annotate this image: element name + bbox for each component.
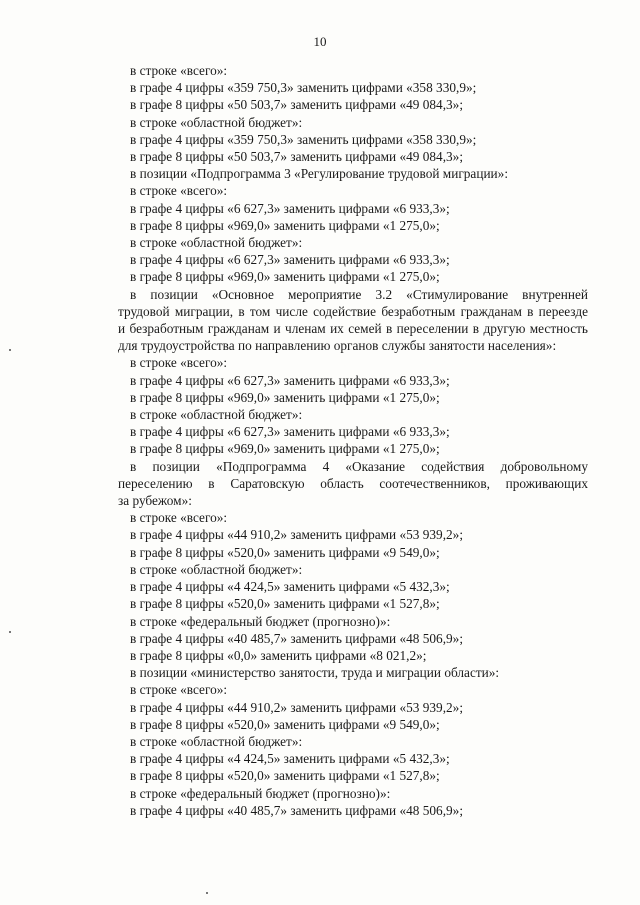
document-line: в строке «всего»:	[130, 183, 228, 199]
scan-speck	[9, 349, 11, 351]
document-line: за рубежом»:	[118, 493, 192, 509]
document-line: в позиции «Подпрограмма 3 «Регулирование трудовой миграции»:	[130, 166, 509, 182]
document-line: в графе 4 цифры «40 485,7» заменить цифрами «48 506,9»;	[130, 802, 464, 818]
document-line: для трудоустройства по направлению органов службы занятости населения»:	[118, 338, 557, 354]
document-body	[118, 62, 588, 819]
document-line: в строке «областной бюджет»:	[130, 407, 303, 423]
document-line: в графе 4 цифры «6 627,3» заменить цифрами «6 933,3»;	[130, 200, 450, 216]
document-line: в строке «федеральный бюджет (прогнозно)»:	[130, 613, 391, 629]
scan-speck	[9, 631, 11, 633]
document-line: в графе 4 цифры «44 910,2» заменить цифрами «53 939,2»;	[130, 699, 464, 715]
document-line: в графе 4 цифры «359 750,3» заменить цифрами «358 330,9»;	[130, 131, 477, 147]
document-line: в графе 8 цифры «520,0» заменить цифрами «1 527,8»;	[130, 768, 440, 784]
document-line: в строке «областной бюджет»:	[130, 733, 303, 749]
document-line: в графе 4 цифры «4 424,5» заменить цифрами «5 432,3»;	[130, 579, 450, 595]
document-line: в строке «федеральный бюджет (прогнозно)»:	[130, 785, 391, 801]
document-line: в графе 4 цифры «359 750,3» заменить цифрами «358 330,9»;	[130, 80, 477, 96]
document-line: в позиции «Основное мероприятие 3.2 «Стимулирование внутренней	[130, 286, 588, 302]
document-line: в графе 4 цифры «6 627,3» заменить цифрами «6 933,3»;	[130, 252, 450, 268]
document-line: в строке «всего»:	[130, 63, 228, 78]
page-number: 10	[313, 34, 327, 49]
document-line: и безработным гражданам и членам их семей в переселении в другую местность	[118, 321, 588, 337]
document-line: в строке «всего»:	[130, 682, 228, 698]
document-line: переселению в Саратовскую область соотечественников, проживающих	[118, 475, 588, 491]
document-line: в графе 8 цифры «969,0» заменить цифрами «1 275,0»;	[130, 269, 440, 285]
document-line: в графе 8 цифры «50 503,7» заменить цифрами «49 084,3»;	[130, 97, 464, 113]
document-line: в графе 8 цифры «969,0» заменить цифрами «1 275,0»;	[130, 389, 440, 405]
document-line: в графе 4 цифры «4 424,5» заменить цифрами «5 432,3»;	[130, 751, 450, 767]
document-line: в графе 4 цифры «6 627,3» заменить цифрами «6 933,3»;	[130, 372, 450, 388]
document-line: в графе 4 цифры «6 627,3» заменить цифрами «6 933,3»;	[130, 424, 450, 440]
document-line: трудовой миграции, в том числе содействие безработным гражданам в переезде	[118, 303, 588, 319]
document-line: в строке «всего»:	[130, 510, 228, 526]
document-line: в строке «областной бюджет»:	[130, 235, 303, 251]
document-line: в графе 8 цифры «520,0» заменить цифрами «9 549,0»;	[130, 716, 440, 732]
document-line: в графе 8 цифры «0,0» заменить цифрами «8 021,2»;	[130, 647, 427, 663]
document-line: в строке «всего»:	[130, 355, 228, 371]
document-line: в графе 8 цифры «520,0» заменить цифрами «1 527,8»;	[130, 596, 440, 612]
scan-speck	[206, 892, 208, 894]
document-line: в графе 8 цифры «969,0» заменить цифрами «1 275,0»;	[130, 217, 440, 233]
document-line: в строке «областной бюджет»:	[130, 114, 303, 130]
document-line: в графе 8 цифры «50 503,7» заменить цифрами «49 084,3»;	[130, 149, 464, 165]
document-line: в графе 4 цифры «40 485,7» заменить цифрами «48 506,9»;	[130, 630, 464, 646]
document-line: в позиции «министерство занятости, труда и миграции области»:	[130, 665, 500, 681]
document-line: в графе 8 цифры «520,0» заменить цифрами «9 549,0»;	[130, 544, 440, 560]
document-line: в строке «областной бюджет»:	[130, 561, 303, 577]
document-line: в графе 8 цифры «969,0» заменить цифрами «1 275,0»;	[130, 441, 440, 457]
document-line: в позиции «Подпрограмма 4 «Оказание содействия добровольному	[130, 458, 588, 474]
document-line: в графе 4 цифры «44 910,2» заменить цифрами «53 939,2»;	[130, 527, 464, 543]
